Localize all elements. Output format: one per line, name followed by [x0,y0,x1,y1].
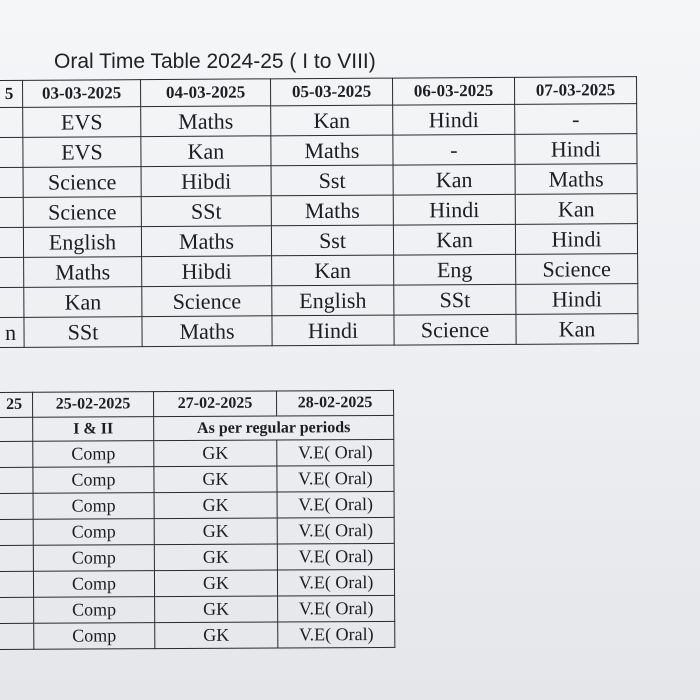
row-label-cut [0,227,24,257]
table-cell: Eng [394,254,516,285]
row-label-cut [0,597,34,623]
table-cell: GK [154,570,277,597]
table-cell: Maths [24,257,142,288]
table-cell: GK [155,622,278,649]
oral-timetable-1 [0,76,639,348]
table-cell: GK [154,518,277,545]
row-label-cut: n [0,317,24,347]
table-cell: Hibdi [142,256,272,287]
table-cell: Kan [272,255,394,286]
row-label-cut [0,519,33,545]
row-label-cut [0,167,23,197]
table-row [0,621,395,649]
table-cell: Maths [141,226,271,257]
table-cell: Science [23,197,141,228]
header-cell: 25-02-2025 [33,392,154,418]
table-cell: English [272,285,394,316]
table-cell: GK [155,596,278,623]
table-cell: GK [154,544,277,571]
table-cell: Hibdi [141,166,271,197]
table-cell: Comp [33,493,154,520]
table-cell: Kan [141,136,271,167]
header-cell: 05-03-2025 [270,78,392,106]
table-cell: Kan [393,164,515,195]
table-row [0,284,638,318]
table-cell: V.E( Oral) [277,569,394,596]
header-cell: 27-02-2025 [154,391,277,417]
table-cell: Comp [33,467,154,494]
table-row [0,491,394,519]
header-cell: 07-03-2025 [514,77,636,105]
table-cell: Kan [516,314,638,345]
table-cell: Comp [33,441,154,468]
table-cell: Science [142,286,272,317]
table-row [0,164,637,198]
table-cell: Comp [33,571,154,598]
header-cell: 06-03-2025 [392,77,514,105]
table-cell: Kan [24,287,142,318]
row-label-cut [0,137,23,167]
table-header-row [0,390,394,417]
table-row [0,569,395,597]
table-cell: V.E( Oral) [277,465,394,492]
row-label-cut [0,197,23,227]
table-cell: V.E( Oral) [277,517,394,544]
table-header-row [0,77,637,108]
row-label-cut [0,623,34,649]
row-label-cut [0,467,33,493]
table-cell: Science [23,167,141,198]
table-cell: Maths [515,164,637,195]
table-cell: - [393,134,515,165]
header-cell: 04-03-2025 [141,79,271,107]
table-row [0,543,394,571]
table-cell: GK [154,466,277,493]
row-label-cut [0,493,33,519]
table-cell: Maths [142,316,272,347]
table-cell: Comp [34,597,155,624]
table-cell: Maths [141,106,271,137]
row-label-cut [0,571,34,597]
table-cell: V.E( Oral) [278,621,395,648]
table-cell: Hindi [393,104,515,135]
table-cell: Sst [271,225,393,256]
table-cell: Science [394,314,516,345]
table-row [0,439,394,467]
table-cell: SSt [141,196,271,227]
table-cell: Kan [515,194,637,225]
table-cell: GK [154,440,277,467]
row-label-cut [0,441,33,467]
table-cell: SSt [24,317,142,348]
header-cell-truncated: 5 [0,80,23,107]
table-row [0,517,394,545]
table-cell: English [23,227,141,258]
row-label-cut [0,417,33,441]
table-cell: Comp [34,623,155,650]
table-cell: V.E( Oral) [277,491,394,518]
header-cell: 03-03-2025 [23,80,141,108]
table-cell: EVS [23,137,141,168]
table-subheader-row [0,415,394,441]
row-label-cut [0,107,23,137]
table-row [0,224,638,258]
header-cell-truncated: 25 [0,392,33,417]
table-cell: Kan [393,224,515,255]
oral-timetable-2 [0,390,395,650]
table-cell: V.E( Oral) [278,595,395,622]
subheader-cell: I & II [33,417,154,442]
header-cell: 28-02-2025 [276,390,393,416]
table-cell: Hindi [515,134,637,165]
table-cell: Science [516,254,638,285]
subheader-cell-merged: As per regular periods [154,415,394,440]
table-row [0,194,637,228]
row-label-cut [0,545,33,571]
table-cell: GK [154,492,277,519]
table-row [0,595,395,623]
page-title: Oral Time Table 2024-25 ( I to VIII) [54,50,376,73]
table-row [0,254,638,288]
table-cell: Comp [33,519,154,546]
table-cell: - [515,104,637,135]
table-row [0,134,637,168]
table-row [0,104,637,138]
table-row [0,465,394,493]
table-cell: Maths [271,195,393,226]
table-cell: Maths [271,135,393,166]
table-cell: SSt [394,284,516,315]
table-cell: Comp [33,545,154,572]
table-cell: Sst [271,165,393,196]
table-cell: Hindi [393,194,515,225]
table-cell: EVS [23,107,141,138]
table-row [0,314,638,348]
table-cell: Hindi [516,284,638,315]
table-cell: Hindi [272,315,394,346]
row-label-cut [0,287,24,317]
table-cell: V.E( Oral) [277,439,394,466]
table-cell: V.E( Oral) [277,543,394,570]
table-cell: Hindi [515,224,637,255]
table-cell: Kan [271,105,393,136]
row-label-cut [0,257,24,287]
